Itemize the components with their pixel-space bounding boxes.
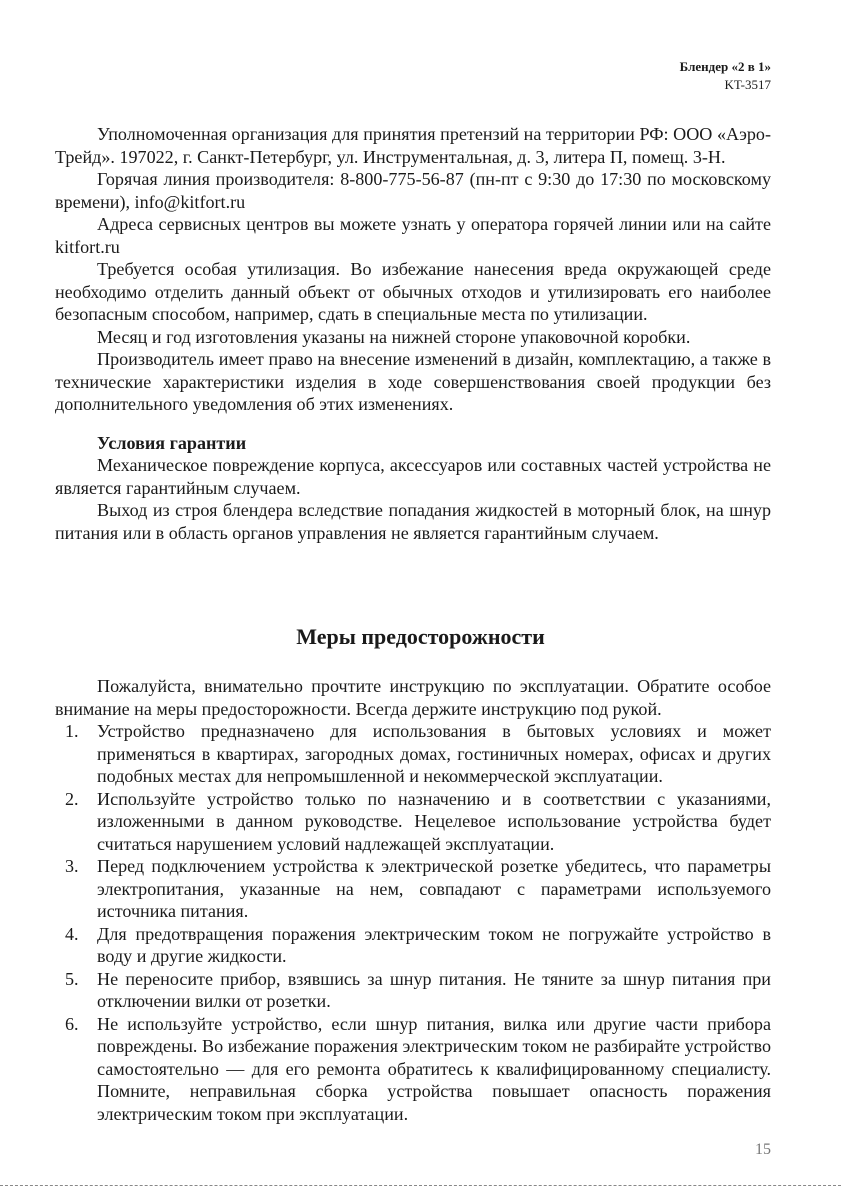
- list-item: [55, 720, 771, 788]
- precautions-intro: Пожалуйста, внимательно прочтите инструкцию по эксплуатации. Обратите особое внимание на меры предосторожности. Всегда держите инструкцию под рукой.: [55, 676, 771, 719]
- list-item-text: Не переносите прибор, взявшись за шнур питания. Не тяните за шнур питания при отключении вилки от розетки.: [97, 968, 771, 1011]
- list-item-text: Используйте устройство только по назначению и в соответствии с указаниями, изложенными в данном руководстве. Нецелевое использование устройства будет считаться нарушением условий надлежащей эксплуатации.: [97, 788, 771, 854]
- paragraph-authorized-org: Уполномоченная организация для принятия претензий на территории РФ: ООО «Аэро-Трейд». 197022, г. Санкт-Петербург, ул. Инструментальная, д. 3, литера П, помещ. 3-Н.: [55, 124, 771, 167]
- list-item-text: Устройство предназначено для использования в бытовых условиях и может применяться в квартирах, загородных домах, гостиничных номерах, офисах и других подобных местах для непромышленной и некоммерческой эксплуатации.: [97, 721, 771, 786]
- page-bottom-border: [0, 1185, 841, 1186]
- list-item-number: 5.: [65, 968, 79, 989]
- list-item-number: 3.: [65, 856, 79, 876]
- list-item-number: 4.: [65, 923, 79, 944]
- paragraph-warranty-1: Механическое повреждение корпуса, аксессуаров или составных частей устройства не является гарантийным случаем.: [55, 455, 771, 498]
- precautions-content: [55, 675, 771, 1125]
- list-item-text: Перед подключением устройства к электрической розетке убедитесь, что параметры электропитания, указанные на нем, совпадают с параметрами используемого источника питания.: [97, 856, 771, 921]
- list-item-number: 6.: [65, 1013, 79, 1034]
- list-item: [55, 788, 771, 856]
- paragraph-changes: Производитель имеет право на внесение изменений в дизайн, комплектацию, а также в технические характеристики изделия в ходе совершенствования своей продукции без дополнительного уведомления об этих изменениях.: [55, 349, 771, 414]
- list-item: [55, 1013, 771, 1126]
- page-number: 15: [755, 1141, 771, 1158]
- list-item-number: 2.: [65, 788, 79, 809]
- paragraph-service-centers: Адреса сервисных центров вы можете узнать у оператора горячей линии или на сайте kitfort.ru: [55, 214, 771, 257]
- list-item-number: 1.: [65, 721, 79, 741]
- paragraph-warranty-2: Выход из строя блендера вследствие попадания жидкостей в моторный блок, на шнур питания или в область органов управления не является гарантийным случаем.: [55, 500, 771, 543]
- paragraph-disposal: Требуется особая утилизация. Во избежание нанесения вреда окружающей среде необходимо отделить данный объект от обычных отходов и утилизировать его наиболее безопасным способом, например, сдать в специальные места по утилизации.: [55, 259, 771, 324]
- list-item: [55, 855, 771, 923]
- model-number: KT-3517: [724, 77, 771, 92]
- paragraph-manufacture-date: Месяц и год изготовления указаны на нижней стороне упаковочной коробки.: [97, 326, 691, 347]
- list-item: [55, 968, 771, 1013]
- list-item: [55, 923, 771, 968]
- product-name: Блендер «2 в 1»: [679, 59, 771, 74]
- page-header: [680, 58, 771, 93]
- warranty-heading: Условия гарантии: [97, 432, 247, 453]
- paragraph-hotline: Горячая линия производителя: 8-800-775-56-87 (пн-пт с 9:30 до 17:30 по московскому времени), info@kitfort.ru: [55, 169, 771, 212]
- list-item-text: Не используйте устройство, если шнур питания, вилка или другие части прибора повреждены. Во избежание поражения электрическим током не разбирайте устройство самостоятельно — для его ремонта обратитесь к квалифицированному специалисту. Помните, неправильная сборка устройства повышает опасность поражения электрическим током при эксплуатации.: [97, 1013, 771, 1124]
- main-content: [55, 123, 771, 544]
- precautions-list: [55, 720, 771, 1125]
- list-item-text: Для предотвращения поражения электрическим током не погружайте устройство в воду и другие жидкости.: [97, 923, 771, 966]
- section-title: Меры предосторожности: [296, 624, 545, 649]
